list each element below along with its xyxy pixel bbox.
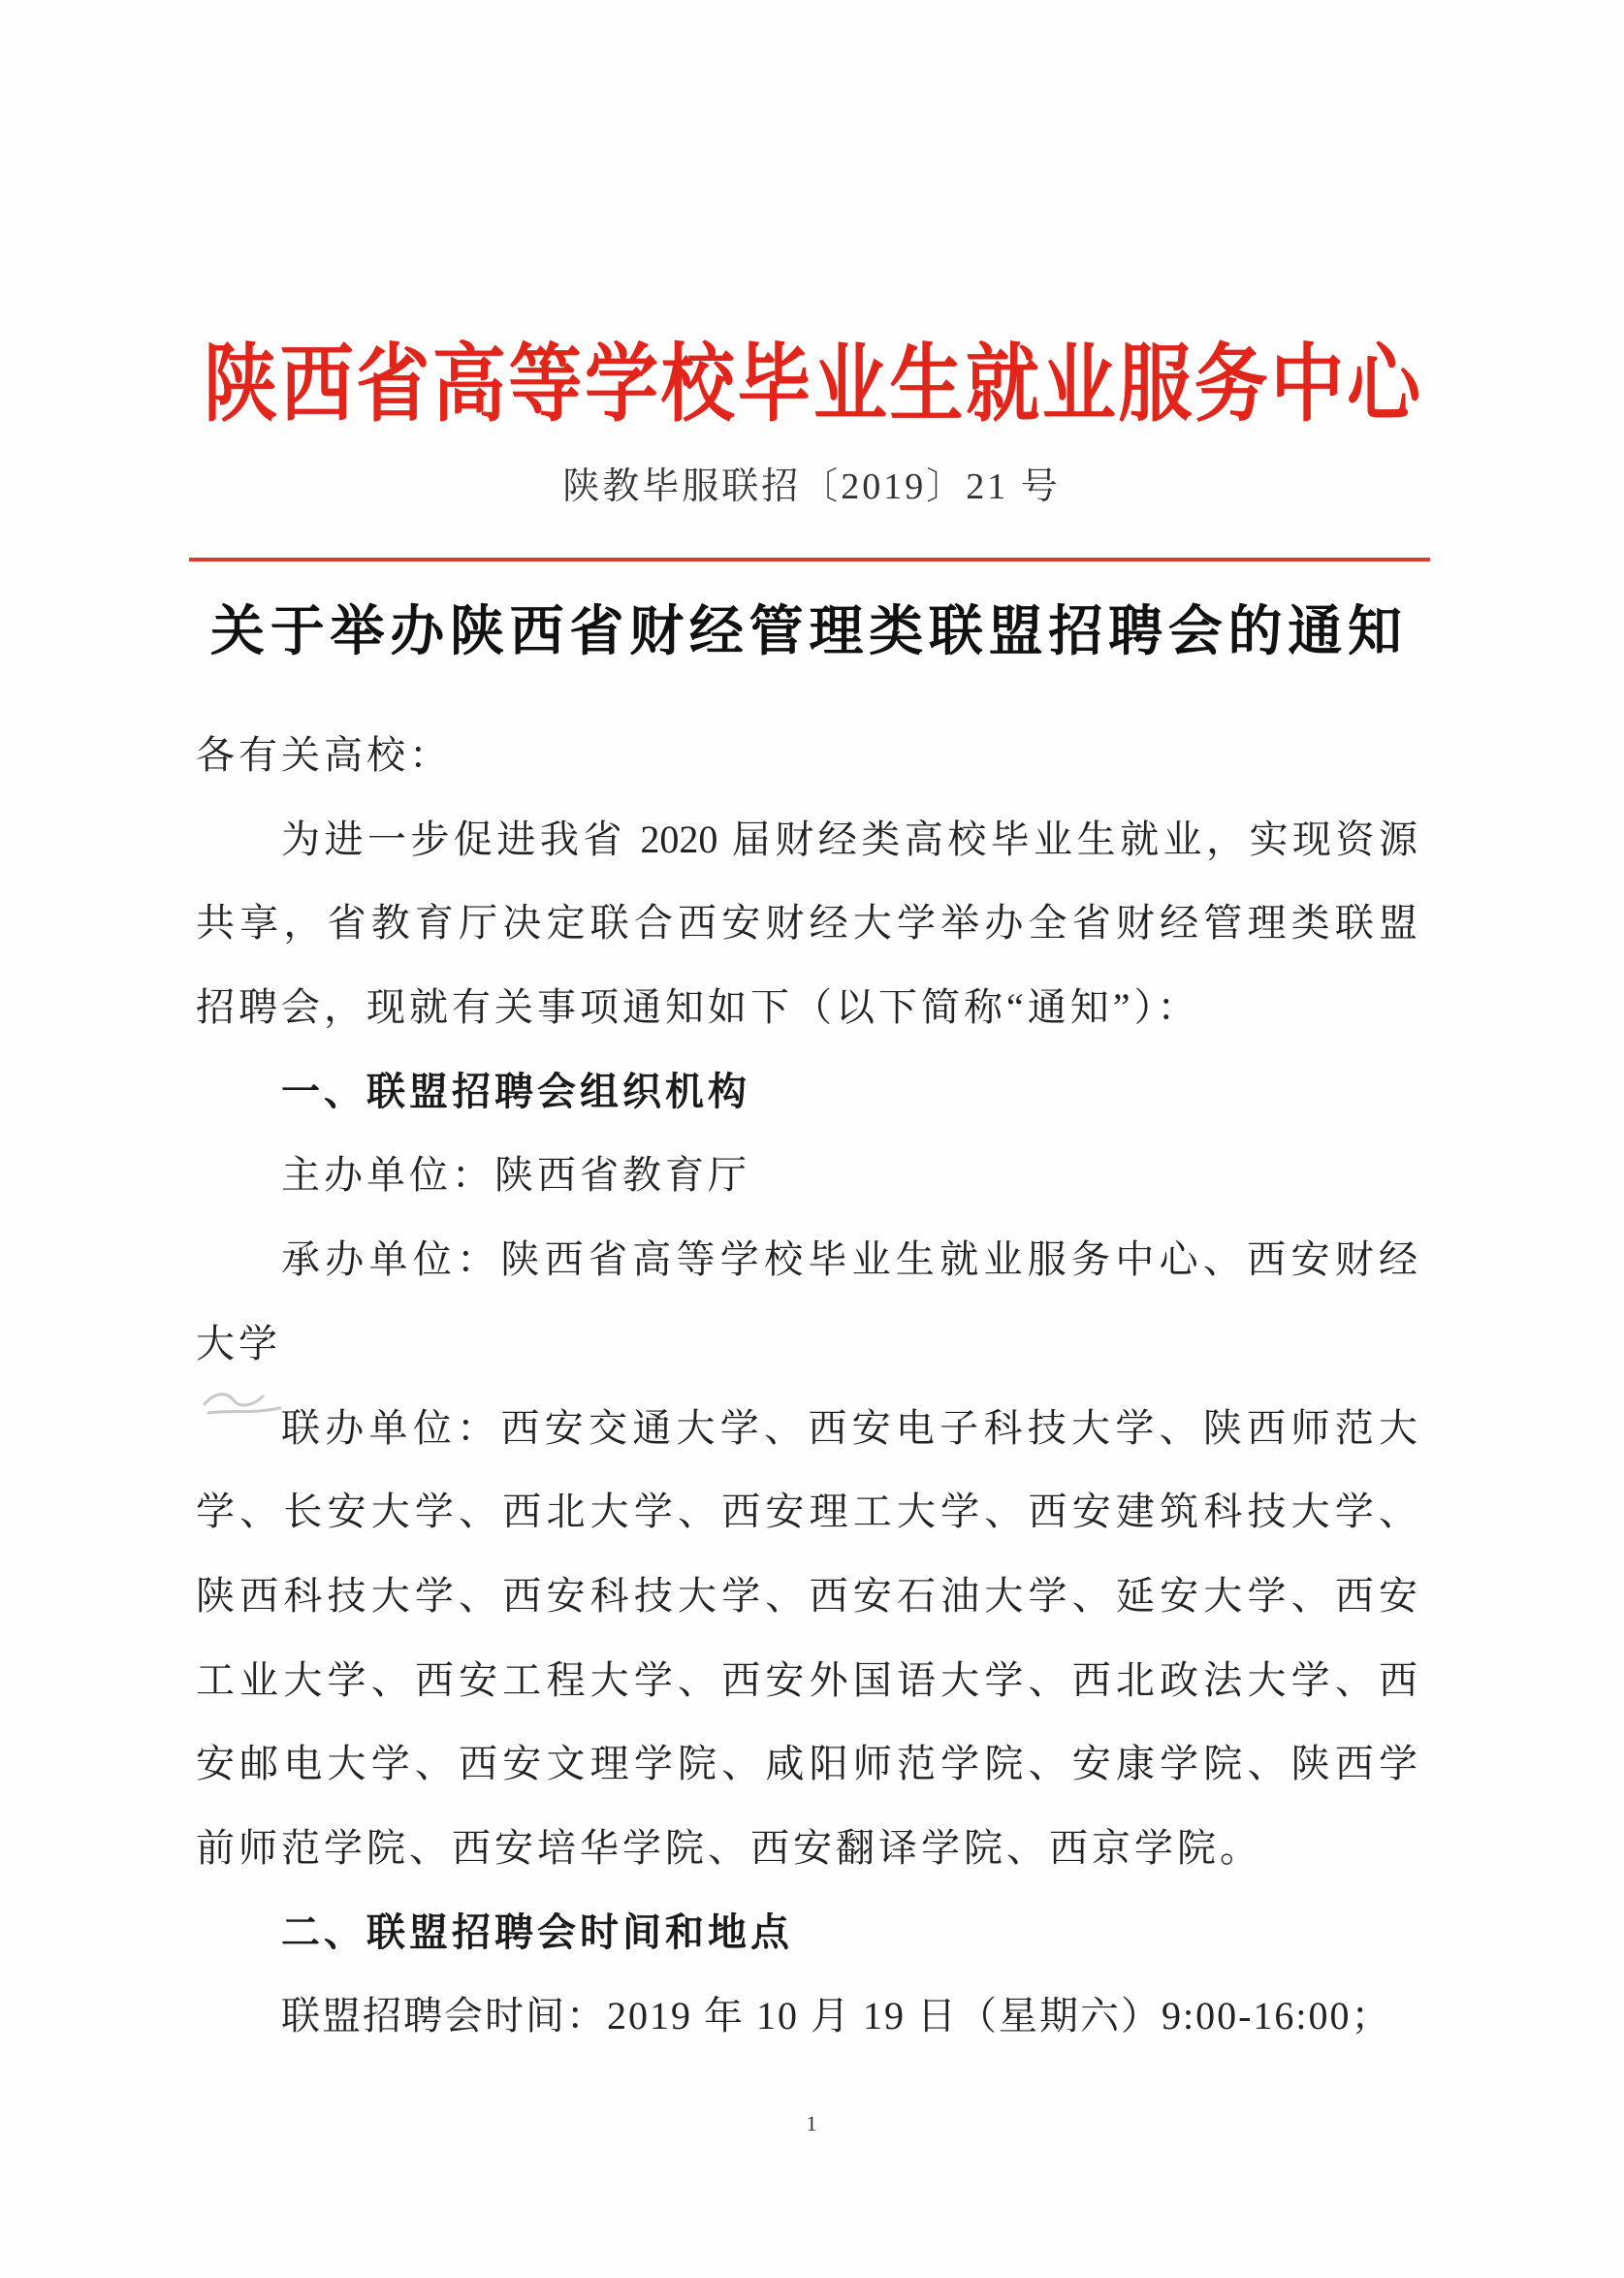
pencil-mark-icon bbox=[199, 1381, 286, 1422]
notice-title: 关于举办陕西省财经管理类联盟招聘会的通知 bbox=[210, 602, 1402, 662]
section-heading-organization: 一、联盟招聘会组织机构 bbox=[281, 1069, 750, 1113]
document-number: 陕教毕服联招〔2019〕21 号 bbox=[562, 466, 1061, 507]
intro-line: 为进一步促进我省 2020 届财经类高校毕业生就业，实现资源 bbox=[281, 817, 1417, 861]
issuing-organization-letterhead: 陕西省高等学校毕业生就业服务中心 bbox=[204, 337, 1420, 433]
red-header-rule bbox=[189, 558, 1430, 561]
co-organizer-line: 工业大学、西安工程大学、西安外国语大学、西北政法大学、西 bbox=[196, 1657, 1417, 1702]
co-organizer-line: 联办单位：西安交通大学、西安电子科技大学、陕西师范大 bbox=[281, 1405, 1417, 1450]
co-organizer-line: 安邮电大学、西安文理学院、咸阳师范学院、安康学院、陕西学 bbox=[196, 1742, 1417, 1786]
co-organizer-line: 前师范学院、西安培华学院、西安翻译学院、西京学院。 bbox=[196, 1825, 1262, 1870]
section-heading-time-place: 二、联盟招聘会时间和地点 bbox=[281, 1909, 793, 1954]
page-number: 1 bbox=[806, 2111, 817, 2135]
organizer-unit-line: 大学 bbox=[196, 1321, 281, 1365]
organizer-unit-line: 承办单位：陕西省高等学校毕业生就业服务中心、西安财经 bbox=[281, 1237, 1417, 1282]
intro-line: 招聘会，现就有关事项通知如下（以下简称“通知”）： bbox=[196, 985, 1200, 1030]
event-time: 联盟招聘会时间：2019 年 10 月 19 日（星期六）9:00-16:00； bbox=[281, 1994, 1392, 2038]
co-organizer-line: 学、长安大学、西北大学、西安理工大学、西安建筑科技大学、 bbox=[196, 1490, 1417, 1534]
host-unit: 主办单位：陕西省教育厅 bbox=[281, 1153, 750, 1198]
notice-body bbox=[196, 714, 1417, 2059]
salutation: 各有关高校： bbox=[196, 733, 452, 777]
co-organizer-line: 陕西科技大学、西安科技大学、西安石油大学、延安大学、西安 bbox=[196, 1573, 1417, 1618]
intro-line: 共享，省教育厅决定联合西安财经大学举办全省财经管理类联盟 bbox=[196, 901, 1417, 946]
